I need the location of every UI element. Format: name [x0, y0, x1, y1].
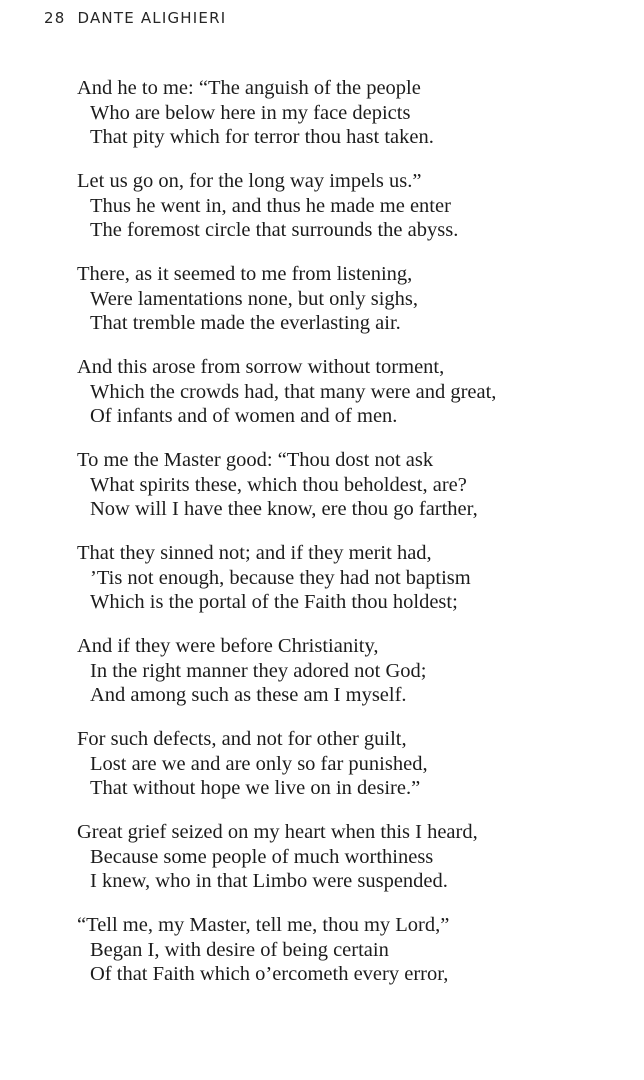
verse-line: Of that Faith which o’ercometh every error,: [90, 963, 449, 985]
verse-line: And if they were before Christianity,: [77, 635, 379, 657]
page-number: 28: [44, 9, 66, 27]
verse-line: Of infants and of women and of men.: [90, 405, 398, 427]
stanza: [77, 634, 617, 708]
verse-line: For such defects, and not for other guilt,: [77, 728, 407, 750]
verse-line: “Tell me, my Master, tell me, thou my Lord,”: [77, 914, 450, 936]
verse-line: What spirits these, which thou beholdest, are?: [90, 473, 467, 496]
verse-line: Who are below here in my face depicts: [90, 101, 411, 124]
stanza: [77, 727, 617, 801]
verse-line: To me the Master good: “Thou dost not ask: [77, 449, 434, 471]
verse-line: In the right manner they adored not God;: [90, 659, 427, 682]
verse-line: The foremost circle that surrounds the abyss.: [90, 219, 459, 241]
verse-line: Were lamentations none, but only sighs,: [90, 287, 418, 310]
stanza: [77, 262, 617, 336]
verse-line: ’Tis not enough, because they had not baptism: [90, 566, 471, 589]
verse-line: Lost are we and are only so far punished,: [90, 752, 428, 775]
verse-line: And he to me: “The anguish of the people: [77, 77, 421, 99]
verse-line: Which the crowds had, that many were and great,: [90, 380, 497, 403]
running-title: DANTE ALIGHIERI: [77, 9, 227, 27]
verse-line: And this arose from sorrow without torment,: [77, 356, 445, 378]
stanza: [77, 820, 617, 894]
verse-line: That pity which for terror thou hast taken.: [90, 126, 434, 148]
verse-line: That tremble made the everlasting air.: [90, 312, 401, 334]
verse-line: Began I, with desire of being certain: [90, 938, 389, 961]
stanza: [77, 448, 617, 522]
stanza: [77, 169, 617, 243]
verse-line: That without hope we live on in desire.”: [90, 777, 421, 799]
verse-line: That they sinned not; and if they merit had,: [77, 542, 432, 564]
verse-line: Now will I have thee know, ere thou go farther,: [90, 498, 478, 520]
verse-line: Let us go on, for the long way impels us.”: [77, 170, 422, 192]
verse-line: I knew, who in that Limbo were suspended.: [90, 870, 448, 892]
verse-line: There, as it seemed to me from listening,: [77, 263, 413, 285]
stanza: [77, 76, 617, 150]
verse-line: Which is the portal of the Faith thou holdest;: [90, 591, 458, 613]
verse-line: Thus he went in, and thus he made me enter: [90, 194, 451, 217]
verse-line: And among such as these am I myself.: [90, 684, 407, 706]
verse-line: Great grief seized on my heart when this I heard,: [77, 821, 478, 843]
stanza: [77, 355, 617, 429]
poem-body: [77, 76, 617, 1006]
verse-line: Because some people of much worthiness: [90, 845, 434, 868]
running-head: [44, 9, 226, 27]
stanza: [77, 913, 617, 987]
stanza: [77, 541, 617, 615]
